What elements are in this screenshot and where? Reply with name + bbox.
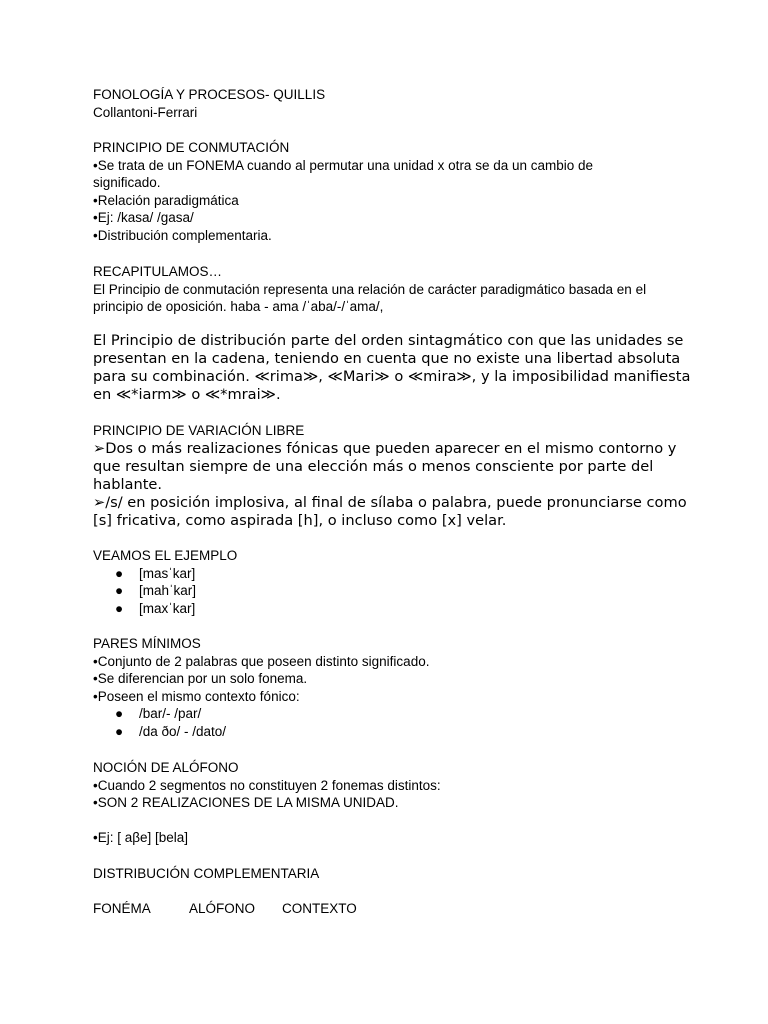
paragraph-line: ➢/s/ en posición implosiva, al final de sílaba o palabra, puede pronunciarse como [93,493,687,511]
paragraph-line: •SON 2 REALIZACIONES DE LA MISMA UNIDAD. [93,795,399,810]
bullet-icon: ● [115,600,124,616]
paragraph-line: ➢Dos o más realizaciones fónicas que pueden aparecer en el mismo contorno y [93,439,677,457]
list-item [93,582,693,600]
section-alofono [93,759,693,847]
section-variacion [93,422,693,530]
section-distribucion [93,332,693,404]
paragraph-line: •Se trata de un FONEMA cuando al permutar una unidad x otra se da un cambio de [93,157,594,173]
list-item [93,705,693,723]
document-header [93,86,693,121]
paragraph-line: El Principio de conmutación representa una relación de carácter paradigmático basada en el [93,281,647,297]
bullet-icon: ● [115,706,124,721]
column-header-alofono: ALÓFONO [189,901,256,916]
column-header-contexto: CONTEXTO [282,901,357,916]
section-heading: PRINCIPIO DE VARIACIÓN LIBRE [93,423,305,438]
section-heading: NOCIÓN DE ALÓFONO [93,760,239,775]
paragraph-line: •Conjunto de 2 palabras que poseen distinto significado. [93,653,430,669]
paragraph-line: [s] fricativa, como aspirada [h], o incluso como [x] velar. [93,511,507,529]
paragraph-line: significado. [93,175,161,190]
paragraph-line: para su combinación. ≪rima≫, ≪Mari≫ o ≪mira≫, y la imposibilidad manifiesta [93,368,691,385]
section-heading: RECAPITULAMOS… [93,264,223,279]
section-heading: VEAMOS EL EJEMPLO [93,548,238,563]
paragraph-line: •Distribución complementaria. [93,227,272,243]
document-authors: Collantoni-Ferrari [93,104,198,120]
bullet-icon: ● [115,583,124,598]
paragraph-line: El Principio de distribución parte del orden sintagmático con que las unidades se [93,332,684,349]
paragraph-line: que resultan siempre de una elección más o menos consciente por parte del [93,457,654,475]
paragraph-line: presentan en la cadena, teniendo en cuenta que no existe una libertad absoluta [93,350,681,367]
list-item [93,600,693,618]
paragraph-line: •Ej: /kasa/ /gasa/ [93,210,194,225]
section-heading: PRINCIPIO DE CONMUTACIÓN [93,140,290,155]
paragraph-line: principio de oposición. haba - ama /ˈaba/-/ˈama/, [93,299,384,314]
section-recapitulamos [93,263,693,316]
section-pares-minimos [93,635,693,740]
list-item-text: [mahˈkar] [139,583,197,598]
section-ejemplo [93,547,693,617]
list-item-text: /da ðo/ - /dato/ [139,723,227,739]
paragraph-line: •Ej: [ aβe] [bela] [93,830,189,845]
list-item-text: [masˈkar] [139,565,196,581]
paragraph-line: •Se diferencian por un solo fonema. [93,671,308,686]
section-heading: DISTRIBUCIÓN COMPLEMENTARIA [93,866,320,881]
list-item-text: [maxˈkar] [139,600,196,616]
list-item [93,565,693,583]
section-conmutacion [93,139,693,244]
column-header-fonema: FONÉMA [93,901,151,916]
paragraph-line: en ≪*iarm≫ o ≪*mrai≫. [93,386,281,403]
paragraph-line: •Cuando 2 segmentos no constituyen 2 fonemas distintos: [93,777,441,793]
list-item [93,723,693,741]
column-headers [93,900,693,918]
paragraph-line: •Poseen el mismo contexto fónico: [93,688,300,704]
section-heading: PARES MÍNIMOS [93,636,201,651]
bullet-icon: ● [115,565,124,581]
paragraph-line: hablante. [93,475,163,493]
list-item-text: /bar/- /par/ [139,706,202,721]
document-title: FONOLOGÍA Y PROCESOS- QUILLIS [93,87,326,102]
section-complementaria [93,865,693,918]
bullet-icon: ● [115,723,124,739]
paragraph-line: •Relación paradigmática [93,192,239,208]
